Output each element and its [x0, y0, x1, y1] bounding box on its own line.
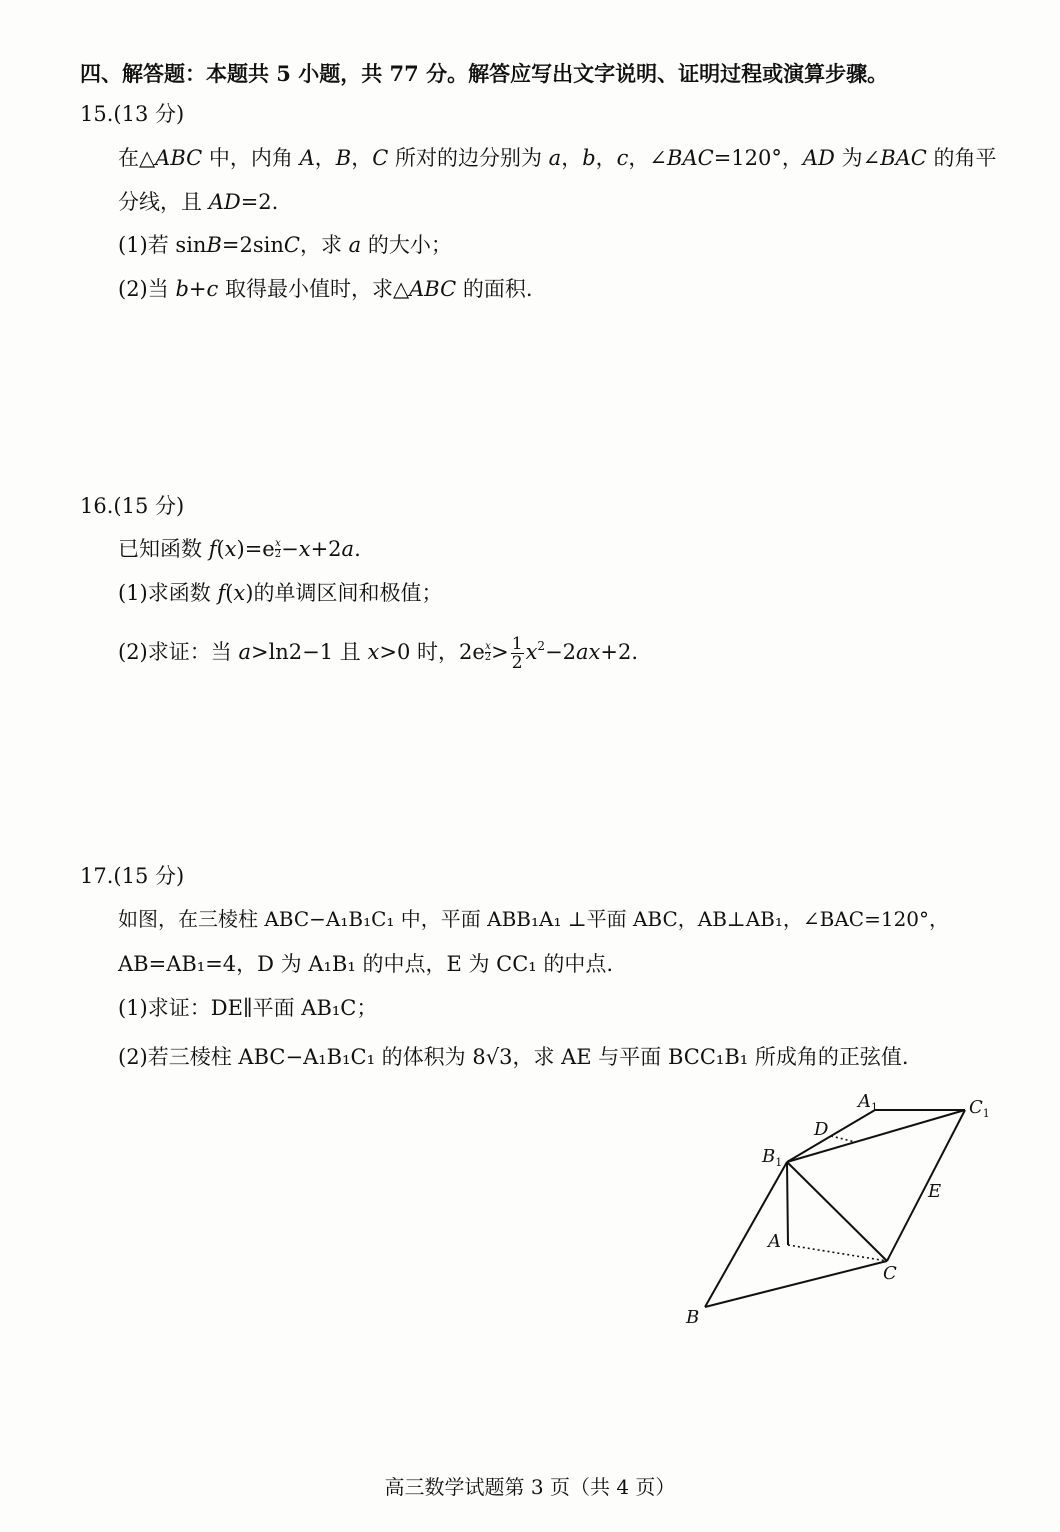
problem-15-heading [80, 100, 184, 128]
fraction-one-half: $\frac{1}{2}$ [511, 634, 523, 673]
label-C: C [883, 1263, 897, 1284]
problem-16-part2: (2)求证：当 a>ln2−1 且 x>0 时，2e $\frac{x}{2}$ > $\frac{1}{2}$ $x^2-2ax+2$. [118, 634, 639, 673]
problem-15-part2: (2)当 b+c 取得最小值时，求△ABC 的面积. [118, 277, 533, 301]
problem-points: (15 分) [113, 864, 185, 888]
problem-17-heading [80, 862, 184, 890]
label-A1: $A_1$ [858, 1091, 878, 1114]
exponent-fraction: $\frac{x}{2}$ [274, 538, 282, 560]
label-B1: $B_1$ [762, 1146, 783, 1169]
label-D: D [814, 1119, 829, 1140]
problem-number: 17. [80, 864, 114, 888]
problem-16-stem: 已知函数 f(x)=e $\frac{x}{2}$ −x+2a. [118, 537, 361, 561]
label-B: B [686, 1307, 700, 1328]
hidden-edge-D-mid [831, 1136, 855, 1142]
problem-points: (13 分) [113, 102, 185, 126]
problem-17-part2: (2)若三棱柱 ABC−A₁B₁C₁ 的体积为 8√3，求 AE 与平面 BCC₁B₁ 所成角的正弦值. [118, 1045, 909, 1069]
page-footer: 高三数学试题第 3 页（共 4 页） [384, 1475, 676, 1499]
problem-16-part1: (1)求函数 f(x)的单调区间和极值； [118, 581, 443, 605]
problem-15-stem-line2: 分线，且 AD=2. [118, 190, 279, 214]
problem-15-part1: (1)若 sinB=2sinC，求 a 的大小； [118, 233, 452, 257]
problem-17-stem-line2: AB=AB₁=4，D 为 A₁B₁ 的中点，E 为 CC₁ 的中点. [118, 952, 614, 976]
problem-15-stem-line1: 在△ABC 中，内角 A，B，C 所对的边分别为 a，b，c，∠BAC=120°，AD 为∠BAC 的角平 [118, 146, 997, 170]
prism-figure [680, 1085, 1010, 1335]
edge-B1-C [787, 1162, 887, 1261]
label-A: A [768, 1231, 781, 1252]
edge-C1-C [887, 1110, 965, 1261]
problem-number: 15. [80, 102, 114, 126]
problem-number: 16. [80, 494, 114, 518]
exponent-fraction: $\frac{x}{2}$ [484, 641, 492, 663]
label-E: E [928, 1181, 942, 1202]
problem-17-stem-line1: 如图，在三棱柱 ABC−A₁B₁C₁ 中，平面 ABB₁A₁ ⊥平面 ABC，AB⊥AB₁，∠BAC=120°， [118, 907, 950, 931]
edge-B-C [705, 1261, 887, 1307]
section-header: 四、解答题：本题共 5 小题，共 77 分。解答应写出文字说明、证明过程或演算步骤。 [80, 61, 889, 86]
problem-17-part1: (1)求证：DE∥平面 AB₁C； [118, 996, 378, 1020]
problem-points: (15 分) [113, 494, 185, 518]
edge-B1-A [787, 1162, 788, 1245]
problem-16-heading [80, 492, 184, 520]
label-C1: $C_1$ [969, 1097, 990, 1120]
